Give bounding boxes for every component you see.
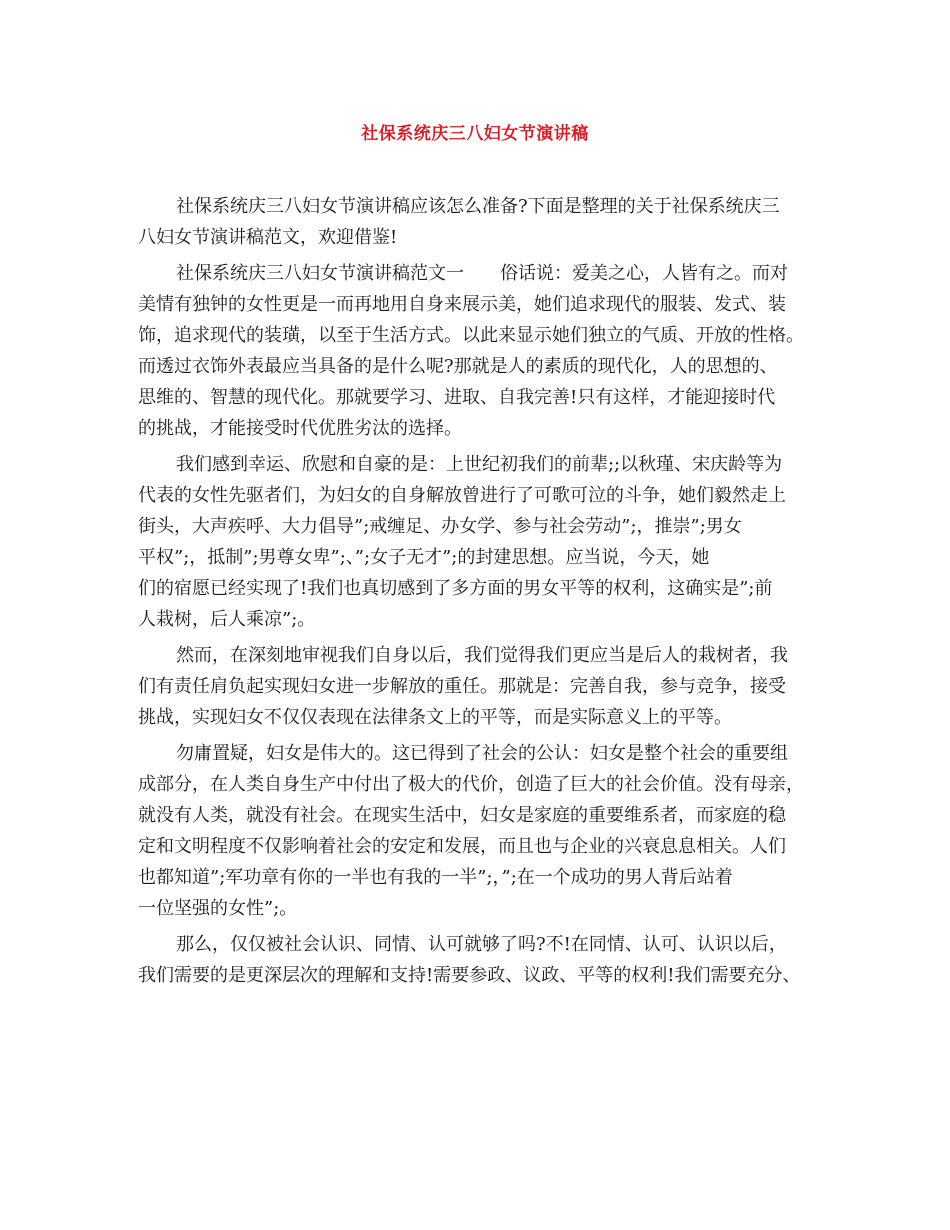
paragraph-sample-one bbox=[138, 258, 818, 444]
text-line: 挑战，实现妇女不仅仅表现在法律条文上的平等，而是实际意义上的平等。 bbox=[138, 707, 732, 728]
text-line: 社保系统庆三八妇女节演讲稿应该怎么准备?下面是整理的关于社保系统庆三 bbox=[176, 196, 780, 217]
text-line: 美情有独钟的女性更是一而再地用自身来展示美，她们追求现代的服装、发式、装 bbox=[138, 294, 786, 315]
document-title: 社保系统庆三八妇女节演讲稿 bbox=[361, 124, 589, 144]
text-line: 成部分，在人类自身生产中付出了极大的代价，创造了巨大的社会价值。没有母亲， bbox=[138, 774, 804, 795]
paragraph-pioneers bbox=[138, 449, 818, 635]
paragraph-support bbox=[138, 929, 818, 991]
paragraph-responsibility bbox=[138, 640, 818, 733]
text-line: 定和文明程度不仅影响着社会的安定和发展，而且也与企业的兴衰息息相关。人们 bbox=[138, 836, 786, 857]
text-line: 思维的、智慧的现代化。那就要学习、进取、自我完善!只有这样，才能迎接时代 bbox=[138, 387, 776, 408]
text-line: 我们感到幸运、欣慰和自豪的是：上世纪初我们的前辈;;以秋瑾、宋庆龄等为 bbox=[176, 454, 783, 475]
text-line: 的挑战，才能接受时代优胜劣汰的选择。 bbox=[138, 418, 462, 439]
text-line: 也都知道”;军功章有你的一半也有我的一半”;，”;在一个成功的男人背后站着 bbox=[138, 867, 733, 888]
text-line: 社保系统庆三八妇女节演讲稿范文一 俗话说：爱美之心，人皆有之。而对 bbox=[176, 263, 788, 284]
text-line: 就没有人类，就没有社会。在现实生活中，妇女是家庭的重要维系者，而家庭的稳 bbox=[138, 805, 786, 826]
paragraph-intro bbox=[138, 191, 818, 253]
text-line: 代表的女性先驱者们，为妇女的自身解放曾进行了可歌可泣的斗争，她们毅然走上 bbox=[138, 485, 786, 506]
text-line: 我们需要的是更深层次的理解和支持!需要参政、议政、平等的权利!我们需要充分、 bbox=[138, 965, 801, 986]
text-line: 饰，追求现代的装璜，以至于生活方式。以此来显示她们独立的气质、开放的性格。 bbox=[138, 325, 804, 346]
text-line: 而透过衣饰外表最应当具备的是什么呢?那就是人的素质的现代化，人的思想的、 bbox=[138, 356, 778, 377]
text-line: 八妇女节演讲稿范文，欢迎借鉴! bbox=[138, 227, 398, 248]
text-line: 然而，在深刻地审视我们自身以后，我们觉得我们更应当是后人的栽树者，我 bbox=[176, 645, 788, 666]
paragraph-women-great bbox=[138, 738, 818, 924]
text-line: 们有责任肩负起实现妇女进一步解放的重任。那就是：完善自我，参与竞争，接受 bbox=[138, 676, 786, 697]
text-line: 街头，大声疾呼、大力倡导”;戒缠足、办女学、参与社会劳动”;，推崇”;男女 bbox=[138, 516, 742, 537]
text-line: 勿庸置疑，妇女是伟大的。这已得到了社会的公认：妇女是整个社会的重要组 bbox=[176, 743, 788, 764]
text-line: 那么，仅仅被社会认识、同情、认可就够了吗?不!在同情、认可、认识以后， bbox=[176, 934, 787, 955]
text-line: 人栽树，后人乘凉”;。 bbox=[138, 609, 316, 630]
text-line: 平权”;，抵制”;男尊女卑”;、”;女子无才”;的封建思想。应当说，今天，她 bbox=[138, 547, 710, 568]
text-line: 们的宿愿已经实现了!我们也真切感到了多方面的男女平等的权利，这确实是”;前 bbox=[138, 578, 773, 599]
document-body bbox=[138, 191, 818, 996]
text-line: 一位坚强的女性”;。 bbox=[138, 898, 298, 919]
